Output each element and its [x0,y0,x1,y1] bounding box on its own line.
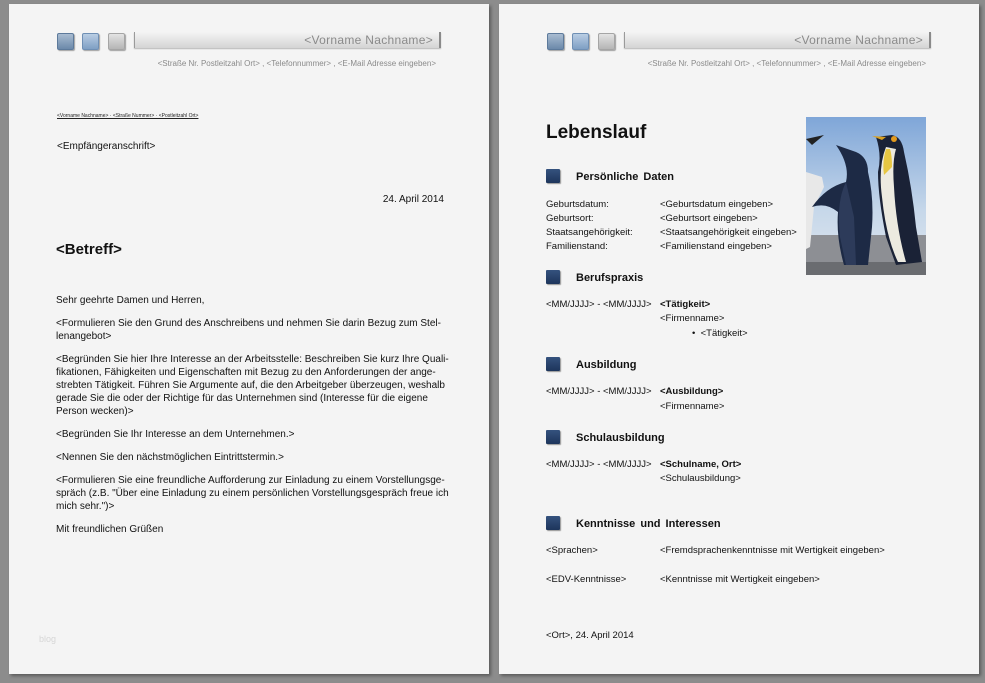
training-company[interactable]: <Firmenname> [660,401,725,412]
header-square-icon [82,33,99,50]
profile-photo[interactable] [806,117,926,275]
letter-date[interactable]: 24. April 2014 [382,194,444,205]
work-role[interactable]: <Tätigkeit> [660,299,711,310]
body-paragraph: <Formulieren Sie den Grund des Anschreibens und nehmen Sie darin Bezug zum Stel-lenangebot> [56,318,441,342]
letter-body[interactable] [56,294,451,546]
header-square-icon [547,33,564,50]
section-title-training[interactable]: Ausbildung [576,359,637,371]
name-bar[interactable]: <Vorname Nachname> [624,32,931,48]
header-square-icon [57,33,74,50]
body-paragraph: <Nennen Sie den nächstmöglichen Eintrittstermin.> [56,452,284,463]
work-bullet[interactable] [692,328,748,339]
contact-line[interactable]: <Straße Nr. Postleitzahl Ort> , <Telefonnummer> , <E-Mail Adresse eingeben> [647,59,926,68]
header-square-icon [108,33,125,50]
field-value[interactable]: <Geburtsort eingeben> [660,213,758,224]
field-label: Geburtsort: [546,213,594,224]
watermark: blog [39,634,57,644]
letter-subject[interactable]: <Betreff> [56,241,122,258]
name-bar[interactable]: <Vorname Nachname> [134,32,441,48]
work-period[interactable]: <MM/JJJJ> - <MM/JJJJ> [546,299,652,310]
salutation: Sehr geehrte Damen und Herren, [56,295,205,306]
body-paragraph: <Formulieren Sie eine freundliche Aufforderung zur Einladung zu einem Vorstellungsge-spräch (z.B. "Über eine Einladung zu einem persönlichen Vorstellungsgespräch freue ich mich sehr.")> [56,475,449,512]
school-name[interactable]: <Schulname, Ort> [660,459,742,470]
field-value[interactable]: <Familienstand eingeben> [660,241,772,252]
header-square-icon [598,33,615,50]
training-period[interactable]: <MM/JJJJ> - <MM/JJJJ> [546,386,652,397]
header-square-icon [572,33,589,50]
school-period[interactable]: <MM/JJJJ> - <MM/JJJJ> [546,459,652,470]
section-square-icon [546,270,560,284]
training-name[interactable]: <Ausbildung> [660,386,724,397]
contact-line[interactable]: <Straße Nr. Postleitzahl Ort> , <Telefonnummer> , <E-Mail Adresse eingeben> [157,59,436,68]
section-title-personal[interactable]: Persönliche Daten [576,171,674,183]
bullet-icon: • [692,328,701,339]
body-paragraph: <Begründen Sie hier Ihre Interesse an der Arbeitsstelle: Beschreiben Sie kurz Ihre Quali-fikationen, Fähigkeiten und Eigenschaften mit Bezug zu den Anforderungen der ange-strebten Tätigkeit. Führen Sie Argumente auf, die den Arbeitgeber überzeugen, weshalb gerade Sie die oder der Richtige für das Unternehmen sind (Interesse für die eigene Person wecken)> [56,354,449,417]
section-square-icon [546,169,560,183]
cv-title[interactable]: Lebenslauf [546,122,647,143]
section-square-icon [546,430,560,444]
place-date-footer[interactable]: <Ort>, 24. April 2014 [546,630,634,641]
field-label: Geburtsdatum: [546,199,609,210]
section-square-icon [546,516,560,530]
section-title-work[interactable]: Berufspraxis [576,272,644,284]
field-value[interactable]: <Staatsangehörigkeit eingeben> [660,227,797,238]
cv-page [499,4,979,674]
work-bullet-text: <Tätigkeit> [700,328,748,339]
skill-label[interactable]: <Sprachen> [546,545,598,556]
field-value[interactable]: <Geburtsdatum eingeben> [660,199,774,210]
school-detail[interactable]: <Schulausbildung> [660,473,741,484]
page-header [547,32,937,52]
recipient-address[interactable]: <Empfängeranschrift> [57,141,156,152]
closing: Mit freundlichen Grüßen [56,524,164,535]
section-title-school[interactable]: Schulausbildung [576,432,665,444]
field-label: Staatsangehörigkeit: [546,227,633,238]
cover-letter-page [9,4,489,674]
skill-value[interactable]: <Fremdsprachenkenntnisse mit Wertigkeit eingeben> [660,545,885,556]
page-header [57,32,447,52]
field-label: Familienstand: [546,241,608,252]
work-company[interactable]: <Firmenname> [660,313,725,324]
skill-label[interactable]: <EDV-Kenntnisse> [546,574,627,585]
body-paragraph: <Begründen Sie Ihr Interesse an dem Unternehmen.> [56,429,295,440]
sender-line[interactable]: <Vorname Nachname> · <Straße Nummer> · <Postleitzahl Ort> [57,113,199,119]
penguin-photo-icon [806,117,926,275]
skill-value[interactable]: <Kenntnisse mit Wertigkeit eingeben> [660,574,820,585]
section-title-skills[interactable]: Kenntnisse und Interessen [576,518,721,530]
section-square-icon [546,357,560,371]
